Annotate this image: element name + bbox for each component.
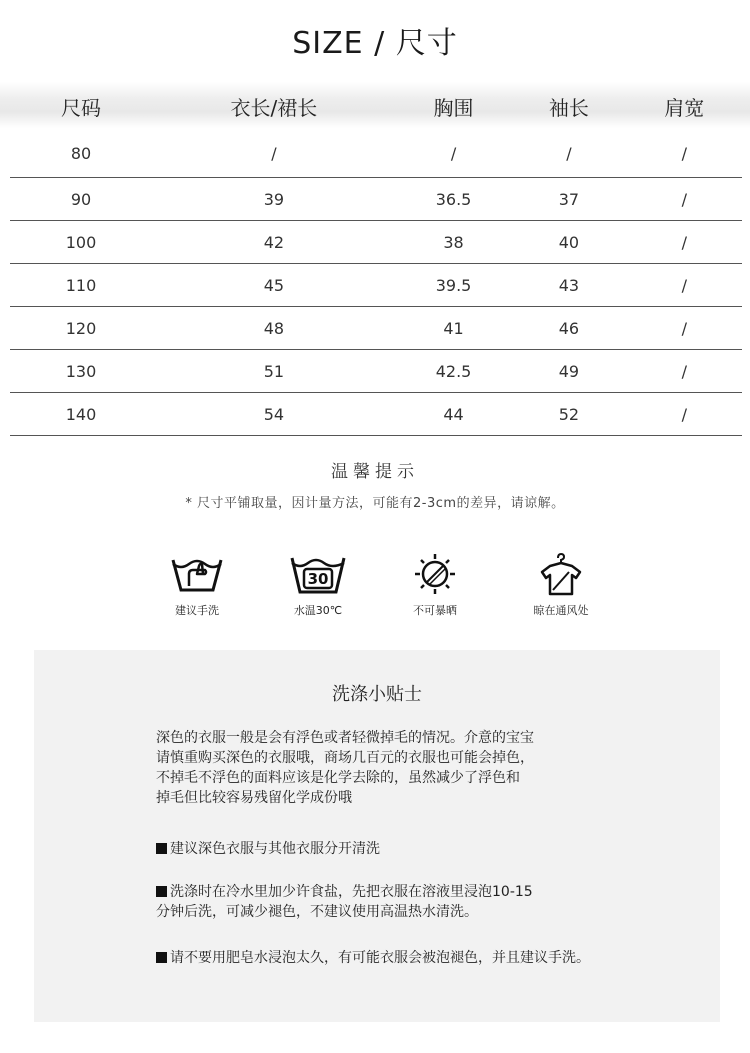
tip-text: 请不要用肥皂水浸泡太久，有可能衣服会被泡褪色，并且建议手洗。 xyxy=(170,950,590,966)
column-header-shoulder: 肩宽 xyxy=(664,95,705,120)
table-cell: 54 xyxy=(152,393,396,436)
table-row xyxy=(10,264,742,307)
table-cell: 43 xyxy=(511,264,626,307)
column-header-chest: 胸围 xyxy=(433,95,474,120)
table-cell: 140 xyxy=(10,393,152,436)
hand-wash-icon xyxy=(169,552,225,596)
table-cell: 100 xyxy=(10,221,152,264)
table-row xyxy=(10,178,742,221)
table-cell: 41 xyxy=(396,307,511,350)
table-cell: 46 xyxy=(511,307,626,350)
care-item-hand-wash xyxy=(142,552,252,618)
table-cell: 39 xyxy=(152,178,396,221)
table-cell: / xyxy=(396,130,511,178)
table-cell: / xyxy=(627,393,742,436)
care-item-hang-dry xyxy=(506,552,616,618)
wash-tips-title: 洗涤小贴士 xyxy=(332,684,422,705)
table-cell: 38 xyxy=(396,221,511,264)
table-cell: 49 xyxy=(511,350,626,393)
tip-text: 建议深色衣服与其他衣服分开清洗 xyxy=(170,841,380,857)
table-cell: / xyxy=(627,221,742,264)
wash-tip-1 xyxy=(156,839,696,859)
intro-line: 不掉毛不浮色的面料应该是化学去除的，虽然减少了浮色和 xyxy=(156,770,520,786)
tips-title: 温馨提示 xyxy=(331,462,419,482)
tip-text: 洗涤时在冷水里加少许食盐，先把衣服在溶液里浸泡10-15 xyxy=(170,884,533,900)
table-cell: / xyxy=(511,130,626,178)
intro-line: 掉毛但比较容易残留化学成份哦 xyxy=(156,790,352,806)
wash-tip-3 xyxy=(156,948,696,968)
bullet-square xyxy=(156,952,167,963)
tip-text: 分钟后洗，可减少褪色，不建议使用高温热水清洗。 xyxy=(156,904,478,920)
wash-30-icon xyxy=(288,552,348,596)
wash-tip-2 xyxy=(156,882,696,922)
no-sun-icon xyxy=(410,552,460,596)
table-cell: / xyxy=(627,350,742,393)
table-cell: 40 xyxy=(511,221,626,264)
page-title: SIZE / 尺寸 xyxy=(292,26,458,61)
tips-text: * 尺寸平铺取量，因计量方法，可能有2-3cm的差异，请谅解。 xyxy=(185,496,565,511)
intro-line: 请慎重购买深色的衣服哦，商场几百元的衣服也可能会掉色， xyxy=(156,750,534,766)
table-row xyxy=(10,393,742,436)
care-icons xyxy=(0,552,750,632)
table-cell: 45 xyxy=(152,264,396,307)
care-label-no-sun: 不可暴晒 xyxy=(413,604,457,617)
table-header-row xyxy=(10,82,742,130)
table-cell: 39.5 xyxy=(396,264,511,307)
table-cell: / xyxy=(627,307,742,350)
wash-tips-card xyxy=(34,650,720,1022)
size-table xyxy=(10,82,742,436)
table-cell: 48 xyxy=(152,307,396,350)
bullet-square xyxy=(156,843,167,854)
table-cell: 42.5 xyxy=(396,350,511,393)
table-cell: 80 xyxy=(10,130,152,178)
table-row xyxy=(10,130,742,178)
wash-temperature-badge: 30 xyxy=(307,570,329,588)
table-row xyxy=(10,221,742,264)
table-cell: / xyxy=(152,130,396,178)
care-item-wash-temperature xyxy=(263,552,373,618)
column-header-sleeve: 袖长 xyxy=(548,95,589,120)
table-row xyxy=(10,307,742,350)
wash-tips-intro xyxy=(156,728,696,808)
column-header-size: 尺码 xyxy=(61,95,101,120)
care-item-no-sun xyxy=(380,552,490,618)
hang-dry-icon xyxy=(536,552,586,596)
table-cell: 36.5 xyxy=(396,178,511,221)
care-label-hang-dry: 晾在通风处 xyxy=(533,604,589,617)
table-cell: 120 xyxy=(10,307,152,350)
table-cell: 52 xyxy=(511,393,626,436)
table-cell: 130 xyxy=(10,350,152,393)
intro-line: 深色的衣服一般是会有浮色或者轻微掉毛的情况。介意的宝宝 xyxy=(156,730,534,746)
table-cell: 37 xyxy=(511,178,626,221)
table-cell: / xyxy=(627,178,742,221)
table-cell: 42 xyxy=(152,221,396,264)
table-cell: 110 xyxy=(10,264,152,307)
table-cell: 51 xyxy=(152,350,396,393)
table-row xyxy=(10,350,742,393)
table-cell: / xyxy=(627,130,742,178)
bullet-square xyxy=(156,886,167,897)
care-label-wash-temperature: 水温30℃ xyxy=(293,604,343,617)
table-cell: / xyxy=(627,264,742,307)
care-label-hand-wash: 建议手洗 xyxy=(175,604,219,617)
column-header-length: 衣长/裙长 xyxy=(230,95,318,120)
table-cell: 44 xyxy=(396,393,511,436)
table-cell: 90 xyxy=(10,178,152,221)
